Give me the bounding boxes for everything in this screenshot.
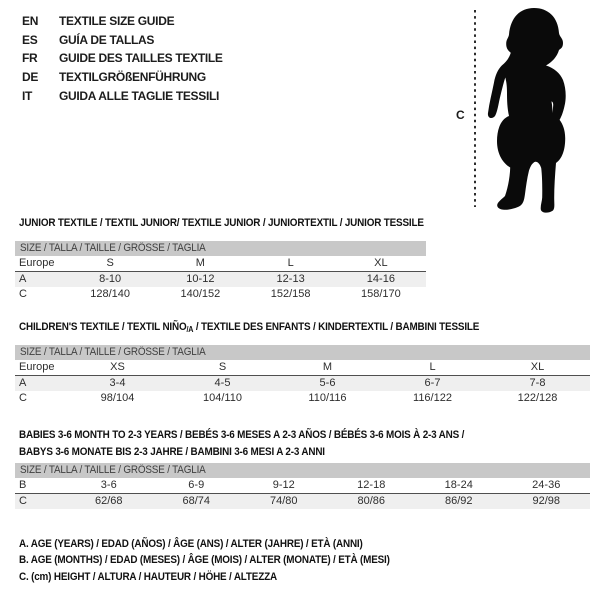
- age-cell: 3-6: [100, 479, 117, 491]
- age-cell: 10-12: [186, 273, 215, 285]
- row-label: Europe: [19, 257, 55, 269]
- size-cell: L: [429, 361, 436, 373]
- title-subscript: /A: [186, 325, 194, 334]
- section-title-line1: BABIES 3-6 MONTH TO 2-3 YEARS / BEBÉS 3-6 MESES A 2-3 AÑOS / BÉBÉS 3-6 MOIS À 2-3 ANS /: [19, 429, 465, 441]
- height-cell: 110/116: [308, 392, 347, 404]
- height-cell: 158/170: [360, 288, 401, 300]
- size-table-junior: [15, 241, 426, 302]
- language-title: TEXTILE SIZE GUIDE: [59, 14, 175, 29]
- table-row-height: [15, 287, 426, 302]
- row-label: A: [19, 377, 27, 389]
- section-title-text: [19, 321, 479, 334]
- language-code: FR: [22, 51, 38, 66]
- language-code: DE: [22, 70, 39, 85]
- table-row-height: [15, 494, 590, 509]
- title-part: / TEXTILE DES ENFANTS / KINDERTEXTIL / BAMBINI TESSILE: [193, 321, 480, 333]
- height-cell: 152/158: [270, 288, 311, 300]
- language-title: GUIDA ALLE TAGLIE TESSILI: [59, 88, 220, 103]
- height-cell: 62/68: [94, 495, 123, 507]
- age-cell: 12-13: [276, 273, 305, 285]
- age-cell: 4-5: [214, 377, 231, 389]
- age-cell: 6-7: [424, 377, 441, 389]
- table-header-text: SIZE / TALLA / TAILLE / GRÖSSE / TAGLIA: [20, 242, 206, 254]
- height-cell: 104/110: [203, 392, 242, 404]
- footnote-b: B. AGE (MONTHS) / EDAD (MESES) / ÂGE (MOIS) / ALTER (MONATE) / ETÀ (MESI): [19, 554, 390, 567]
- language-row-es: [22, 31, 223, 50]
- section-title-children: [19, 321, 530, 334]
- table-header-bar: [15, 345, 590, 360]
- language-code: ES: [22, 32, 38, 47]
- section-title-line2: BABYS 3-6 MONATE BIS 2-3 JAHRE / BAMBINI 3-6 MESI A 2-3 ANNI: [19, 445, 325, 458]
- footnote-a: A. AGE (YEARS) / EDAD (AÑOS) / ÂGE (ANS) / ALTER (JAHRE) / ETÀ (ANNI): [19, 538, 363, 550]
- table-header-text: SIZE / TALLA / TAILLE / GRÖSSE / TAGLIA: [20, 464, 206, 476]
- section-title-babies: [19, 427, 514, 460]
- language-row-de: [22, 68, 223, 87]
- language-title-list: [22, 12, 223, 105]
- size-cell: XL: [530, 361, 545, 373]
- height-cell: 140/152: [180, 288, 221, 300]
- age-cell: 3-4: [109, 377, 126, 389]
- size-table-children: [15, 345, 590, 406]
- size-table-babies: [15, 463, 590, 509]
- language-code: EN: [22, 14, 39, 29]
- height-cell: 98/104: [100, 392, 135, 404]
- height-cell: 74/80: [269, 495, 298, 507]
- age-cell: 8-10: [99, 273, 122, 285]
- table-header-bar: [15, 241, 426, 256]
- age-cell: 24-36: [532, 479, 561, 491]
- language-title: GUIDE DES TAILLES TEXTILE: [59, 51, 223, 66]
- age-cell: 7-8: [529, 377, 546, 389]
- age-cell: 12-18: [357, 479, 386, 491]
- table-header-bar: [15, 463, 590, 478]
- baby-silhouette-icon: [470, 4, 580, 214]
- size-cell: M: [195, 257, 205, 269]
- legend-footnotes: [19, 536, 431, 585]
- age-cell: 14-16: [366, 273, 395, 285]
- row-label: C: [19, 288, 27, 300]
- row-label: Europe: [19, 361, 55, 373]
- table-row-europe: [15, 256, 426, 272]
- language-title: GUÍA DE TALLAS: [59, 32, 155, 47]
- size-cell: XL: [374, 257, 388, 269]
- footnote-c: C. (cm) HEIGHT / ALTURA / HAUTEUR / HÖHE / ALTEZZA: [19, 570, 277, 583]
- table-row-europe: [15, 360, 590, 376]
- size-cell: S: [218, 361, 227, 373]
- height-measure-label: C: [456, 108, 465, 122]
- height-cell: 116/122: [413, 392, 452, 404]
- size-cell: L: [287, 257, 294, 269]
- height-cell: 122/128: [517, 392, 558, 404]
- language-row-it: [22, 86, 223, 105]
- language-code: IT: [22, 88, 33, 103]
- height-cell: 92/98: [532, 495, 561, 507]
- height-cell: 80/86: [357, 495, 386, 507]
- age-cell: 18-24: [444, 479, 473, 491]
- row-label: C: [19, 392, 27, 404]
- height-cell: 68/74: [182, 495, 211, 507]
- title-part: CHILDREN'S TEXTILE / TEXTIL NIÑO: [19, 321, 187, 333]
- size-cell: M: [322, 361, 333, 373]
- size-cell: XS: [110, 361, 125, 373]
- table-row-height: [15, 391, 590, 406]
- height-cell: 128/140: [90, 288, 130, 300]
- size-cell: S: [106, 257, 114, 269]
- age-cell: 5-6: [319, 377, 336, 389]
- section-title-junior: [19, 217, 469, 229]
- row-label: C: [19, 495, 27, 507]
- language-title: TEXTILGRÖßENFÜHRUNG: [59, 70, 206, 85]
- row-label: A: [19, 273, 27, 285]
- age-cell: 6-9: [188, 479, 205, 491]
- language-row-en: [22, 12, 223, 31]
- row-label: B: [19, 479, 27, 491]
- language-row-fr: [22, 49, 223, 68]
- table-row-age: [15, 272, 426, 287]
- section-title-text: JUNIOR TEXTILE / TEXTIL JUNIOR/ TEXTILE JUNIOR / JUNIORTEXTIL / JUNIOR TESSILE: [19, 217, 424, 229]
- table-header-text: SIZE / TALLA / TAILLE / GRÖSSE / TAGLIA: [20, 346, 206, 358]
- height-cell: 86/92: [444, 495, 473, 507]
- age-cell: 9-12: [272, 479, 295, 491]
- table-row-age: [15, 376, 590, 391]
- table-row-age-months: [15, 478, 590, 494]
